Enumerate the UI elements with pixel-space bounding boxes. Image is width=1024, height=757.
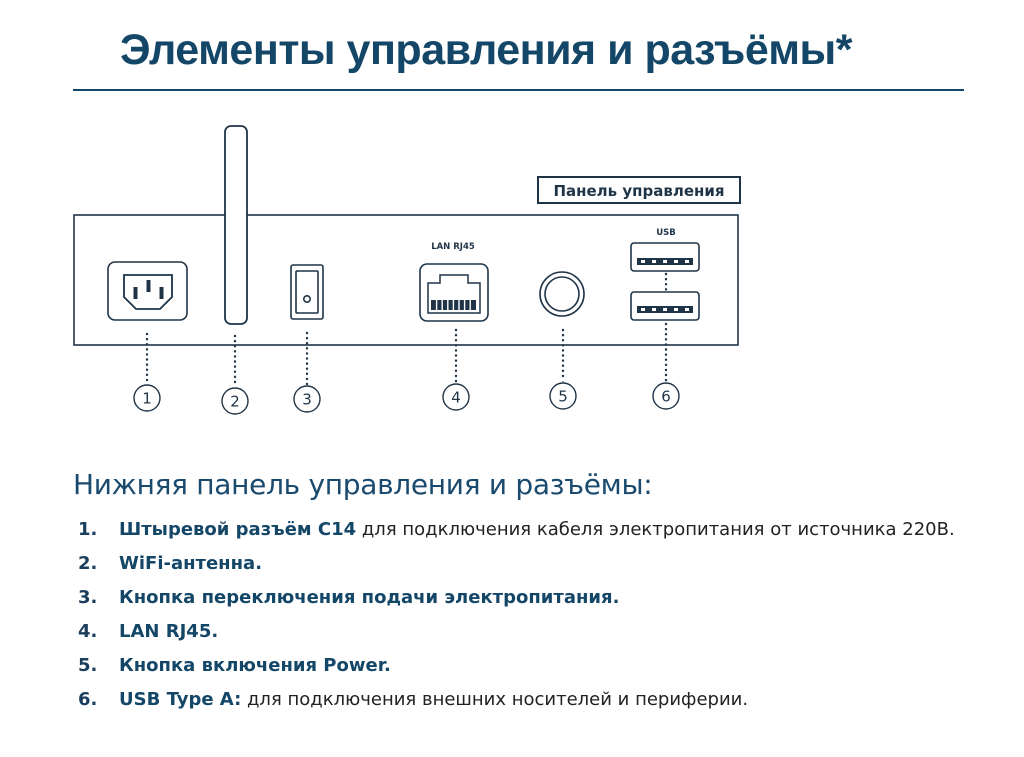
lan-label: LAN RJ45 xyxy=(431,242,475,252)
list-item-title: LAN RJ45. xyxy=(119,621,219,642)
list-item xyxy=(78,654,964,677)
list-item-description: для подключения кабеля электропитания от источника 220В. xyxy=(356,519,955,540)
list-item-title: Кнопка включения Power. xyxy=(119,655,391,676)
callout-number-3: 3 xyxy=(302,390,312,409)
list-item-title: Кнопка переключения подачи электропитания. xyxy=(119,587,620,608)
list-item-description: для подключения внешних носителей и периферии. xyxy=(241,689,749,710)
panel-label: Панель управления xyxy=(553,182,725,200)
callout-number-6: 6 xyxy=(661,387,671,406)
list-item-title: USB Type A: xyxy=(119,689,242,710)
list-item-number: 4. xyxy=(78,621,98,642)
section-subtitle: Нижняя панель управления и разъёмы: xyxy=(73,468,653,501)
antenna-icon xyxy=(225,126,247,324)
list-item-title: WiFi-антенна. xyxy=(119,553,263,574)
list-item-number: 5. xyxy=(78,655,98,676)
list-item xyxy=(78,586,964,609)
usb-label: USB xyxy=(656,228,676,238)
panel-body xyxy=(74,215,738,345)
list-item-number: 6. xyxy=(78,689,98,710)
list-item-title: Штыревой разъём C14 xyxy=(119,519,357,540)
connector-list xyxy=(78,518,964,722)
callout-number-5: 5 xyxy=(558,387,568,406)
list-item-number: 3. xyxy=(78,587,98,608)
list-item xyxy=(78,552,964,575)
list-item xyxy=(78,518,964,541)
list-item-number: 2. xyxy=(78,553,98,574)
callout-number-1: 1 xyxy=(142,389,152,408)
list-item xyxy=(78,688,964,711)
page-title: Элементы управления и разъёмы* xyxy=(120,26,852,74)
callout-number-4: 4 xyxy=(451,388,461,407)
callout-number-2: 2 xyxy=(230,392,240,411)
list-item-number: 1. xyxy=(78,519,98,540)
list-item xyxy=(78,620,964,643)
